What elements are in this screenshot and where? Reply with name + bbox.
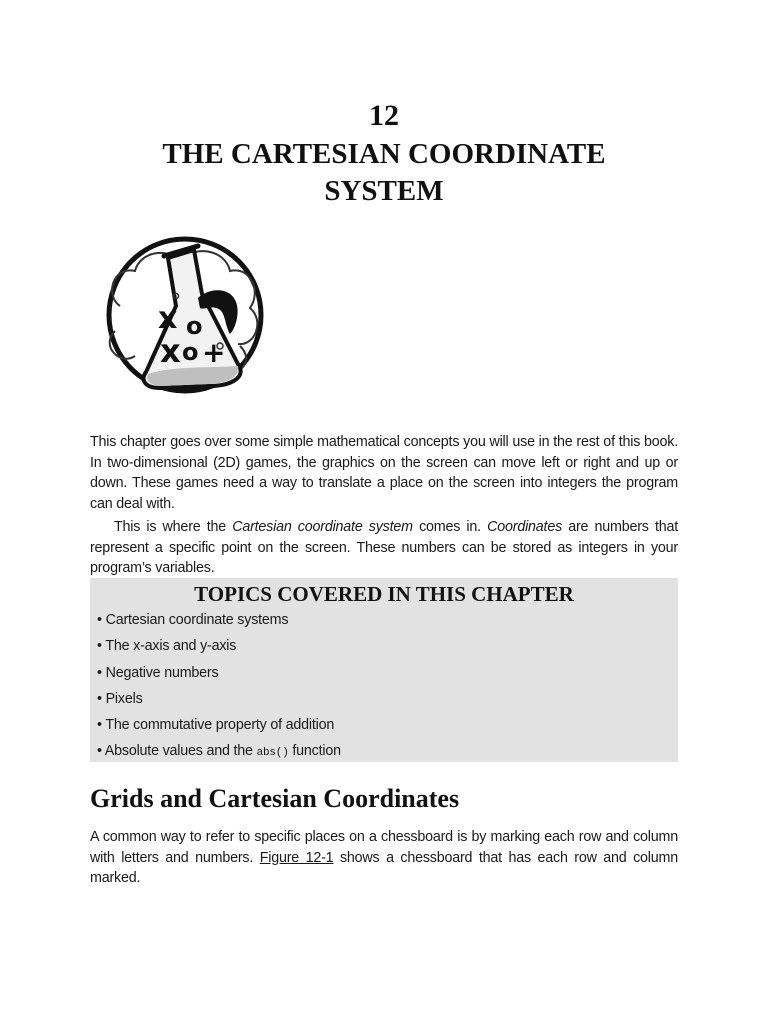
topic-label: The x-axis and y-axis	[105, 638, 237, 655]
bullet: •	[97, 743, 102, 760]
svg-text:o: o	[186, 312, 203, 340]
bullet: •	[97, 664, 102, 681]
list-item	[97, 714, 341, 740]
chapter-title: THE CARTESIAN COORDINATE SYSTEM	[162, 138, 606, 207]
p2-text-a: This is where the	[114, 519, 233, 535]
bullet: •	[97, 690, 102, 707]
topic-label: Negative numbers	[105, 664, 219, 681]
p3-text-a: A common way to refer to specific places on a chessboard is by marking each row and column with letters and numbers.	[90, 829, 678, 866]
topic-label: The commutative property of addition	[105, 717, 335, 734]
term-coordinates: Coordinates	[487, 519, 563, 535]
topics-list	[97, 609, 341, 767]
p3-text-b: shows a chessboard that has each row and column marked.	[90, 849, 678, 886]
p2-text-c: are numbers that represent a specific point on the screen. These numbers can be stored as integers in your program’s variables.	[90, 519, 678, 576]
list-item	[97, 740, 341, 766]
list-item	[97, 662, 341, 688]
bullet: •	[97, 717, 102, 734]
svg-text:x: x	[158, 301, 178, 336]
chapter-number: 12	[369, 99, 399, 132]
svg-text:x: x	[160, 332, 181, 370]
topic-label-suffix: function	[288, 743, 341, 760]
svg-text:o: o	[182, 338, 199, 366]
section-paragraph	[90, 827, 678, 889]
section-heading: Grids and Cartesian Coordinates	[90, 784, 460, 813]
svg-text:+: +	[202, 336, 226, 369]
chapter-header	[0, 96, 768, 210]
p2-text-b: comes in.	[412, 519, 488, 535]
list-item	[97, 688, 341, 714]
topics-box	[90, 578, 678, 762]
intro-paragraph-2	[90, 517, 678, 579]
bullet: •	[97, 612, 102, 628]
list-item	[97, 609, 341, 635]
list-item	[97, 635, 341, 661]
topics-title: TOPICS COVERED IN THIS CHAPTER	[194, 582, 574, 606]
topic-label: Cartesian coordinate systems	[105, 612, 289, 628]
code-abs: abs()	[256, 747, 289, 760]
intro-paragraph: This chapter goes over some simple mathematical concepts you will use in the rest of this book. In two-dimensional (2D) games, the graphics on the screen can move left or right and up or down. These games need a way to translate a place on the screen into integers the program can deal with.	[90, 434, 678, 512]
bullet: •	[97, 638, 102, 655]
flask-icon	[90, 236, 280, 394]
figure-link[interactable]: Figure 12-1	[259, 849, 334, 866]
term-cartesian-coordinate-system: Cartesian coordinate system	[232, 519, 413, 535]
topic-label: Absolute values and the	[104, 743, 257, 760]
topic-label: Pixels	[105, 690, 143, 707]
